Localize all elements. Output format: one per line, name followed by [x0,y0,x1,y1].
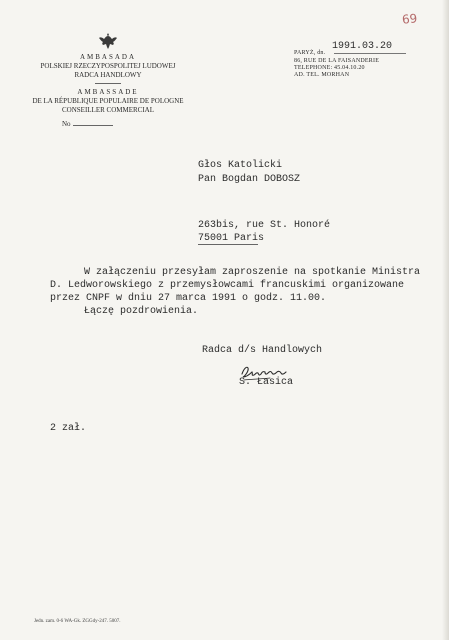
header-pl-country: POLSKIEJ RZECZYPOSPOLITEJ LUDOWEJ [40,62,176,70]
header-fr-office: CONSEILLER COMMERCIAL [62,106,154,114]
header-fr-country: DE LA RÉPUBLIQUE POPULAIRE DE POLOGNE [32,97,184,105]
recipient-line-2: Pan Bogdan DOBOSZ [198,174,301,185]
reference-number-blank [73,125,113,126]
header-fr-embassy: AMBASSADE [77,88,139,96]
eagle-emblem-icon [98,32,118,50]
date-line [334,53,406,54]
recipient-line-4: 75001 Paris [198,233,265,244]
body-line-2: D. Ledworowskiego z przemysłowcami francuskimi organizowane [50,280,405,291]
recipient-line-1: Głos Katolicki [198,160,283,171]
body-line-4: Łączę pozdrowienia. [84,306,199,317]
place-label: PARYŻ, dn. [294,50,326,56]
address-telegraph: AD. TEL. MORHAN [294,72,350,78]
header-divider [95,83,121,84]
signatory-name: S. Łasica [239,377,294,388]
body-line-1: W załączeniu przesyłam zaproszenie na spotkanie Ministra [84,267,421,278]
attachments-note: 2 zał. [50,423,87,434]
print-footer: Jedn. zam. 0-6 WA-Gk. ZGGdy-247. 5007. [34,619,121,624]
reference-number [62,120,113,129]
page-edge-shadow [442,0,449,640]
address-street: 86, RUE DE LA FAISANDERIE [294,58,380,64]
address-telephone: TELEPHONE: 45.04.10.20 [294,65,365,71]
recipient-city-underline [198,244,258,245]
reference-number-label: No [62,120,71,128]
handwritten-page-number: 69 [401,11,418,27]
signatory-title: Radca d/s Handlowych [202,345,323,356]
recipient-line-3: 263bis, rue St. Honoré [198,220,331,231]
body-line-3: przez CNPF w dniu 27 marca 1991 o godz. 11.00. [50,293,327,304]
header-french [20,88,196,115]
header-pl-office: RADCA HANDLOWY [74,71,142,79]
header-pl-embassy: AMBASADA [79,53,137,61]
letter-date: 1991.03.20 [332,41,393,52]
header-polish [20,53,196,80]
